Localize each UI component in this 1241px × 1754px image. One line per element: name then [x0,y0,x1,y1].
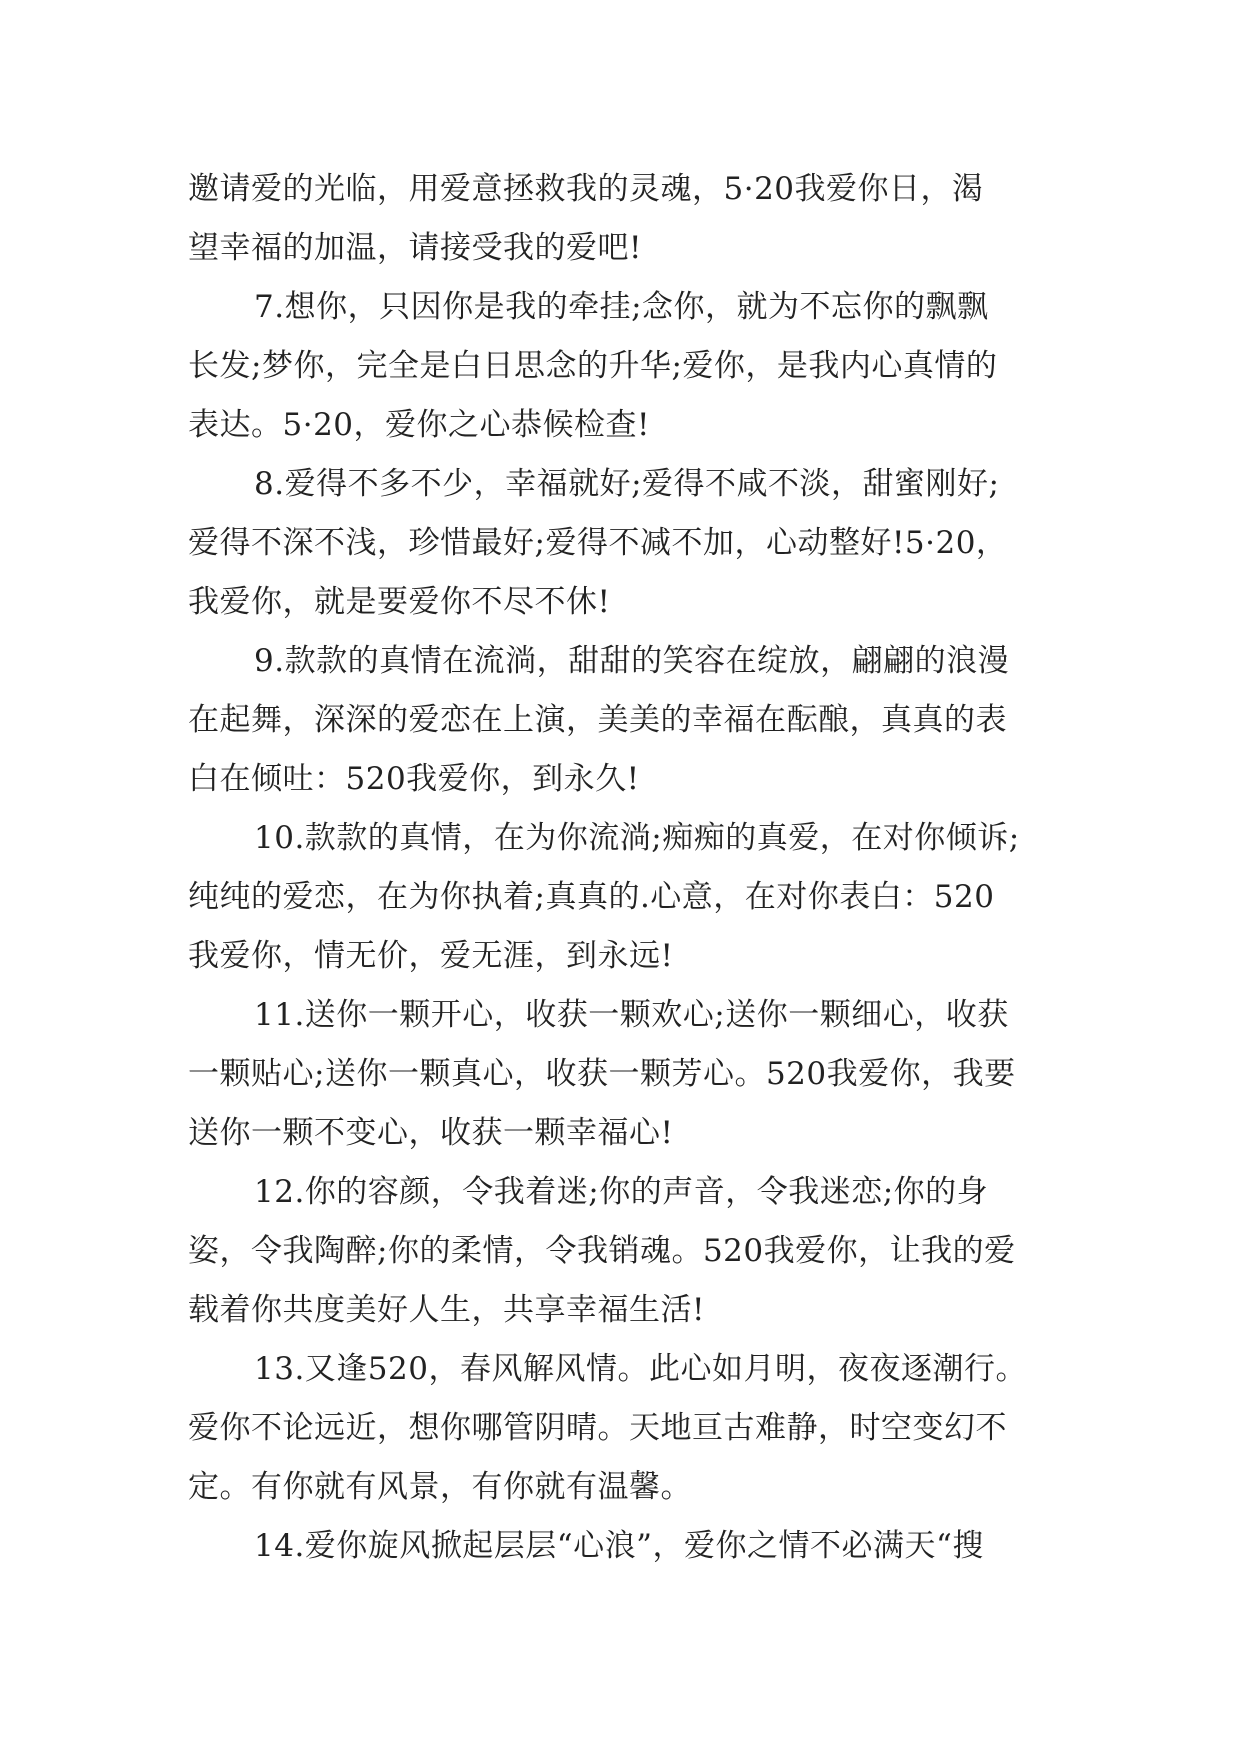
paragraph-start-line: 9.款款的真情在流淌，甜甜的笑容在绽放，翩翩的浪漫 [254,643,1010,679]
paragraph-start-line: 12.你的容颜，令我着迷;你的声音，令我迷恋;你的身 [254,1174,989,1210]
text-line: 长发;梦你，完全是白日思念的升华;爱你，是我内心真情的 [188,348,998,384]
text-line: 爱得不深不浅，珍惜最好;爱得不减不加，心动整好!5·20， [188,525,1008,561]
text-line: 白在倾吐：520我爱你，到永久! [188,761,640,797]
text-line: 表达。5·20，爱你之心恭候检查! [188,407,650,443]
paragraph-start-line: 14.爱你旋风掀起层层“心浪”，爱你之情不必满天“搜 [254,1528,984,1564]
text-line: 爱你不论远近，想你哪管阴晴。天地亘古难静，时空变幻不 [188,1410,1007,1446]
document-body [188,160,1058,1576]
text-line: 邀请爱的光临，用爱意拯救我的灵魂，5·20我爱你日，渴 [188,171,984,207]
text-line: 定。有你就有风景，有你就有温馨。 [188,1469,692,1505]
text-line: 姿，令我陶醉;你的柔情，令我销魂。520我爱你，让我的爱 [188,1233,1016,1269]
paragraph-start-line: 11.送你一颗开心，收获一颗欢心;送你一颗细心，收获 [254,997,1009,1033]
text-line: 在起舞，深深的爱恋在上演，美美的幸福在酝酿，真真的表 [188,702,1007,738]
text-line: 我爱你，就是要爱你不尽不休! [188,584,611,620]
paragraph-start-line: 7.想你，只因你是我的牵挂;念你，就为不忘你的飘飘 [254,289,989,325]
paragraph-start-line: 8.爱得不多不少，幸福就好;爱得不咸不淡，甜蜜刚好; [254,466,1000,502]
paragraph-start-line: 10.款款的真情，在为你流淌;痴痴的真爱，在对你倾诉; [254,820,1020,856]
text-line: 送你一颗不变心，收获一颗幸福心! [188,1115,674,1151]
text-line: 一颗贴心;送你一颗真心，收获一颗芳心。520我爱你，我要 [188,1056,1016,1092]
text-line: 载着你共度美好人生，共享幸福生活! [188,1292,705,1328]
paragraph-start-line: 13.又逢520，春风解风情。此心如月明，夜夜逐潮行。 [254,1351,1027,1387]
text-line: 纯纯的爱恋，在为你执着;真真的.心意，在对你表白：520 [188,879,995,915]
text-line: 我爱你，情无价，爱无涯，到永远! [188,938,674,974]
text-line: 望幸福的加温，请接受我的爱吧! [188,230,642,266]
